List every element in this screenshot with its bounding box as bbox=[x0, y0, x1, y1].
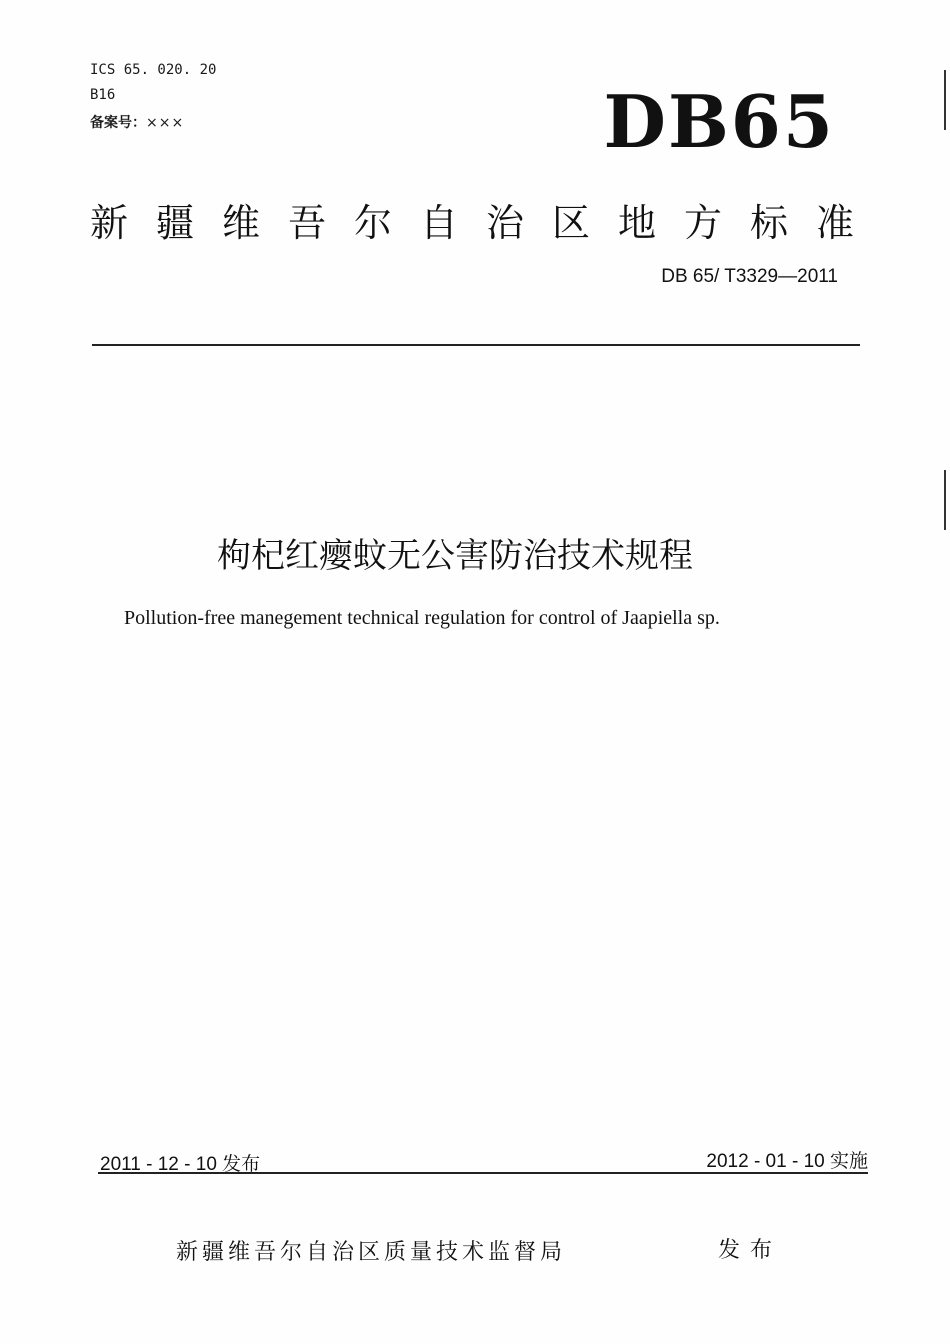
record-number bbox=[90, 112, 184, 132]
document-title-english: Pollution-free manegement technical regulation for control of Jaapiella sp. bbox=[124, 607, 720, 629]
document-title-chinese: 枸杞红瘿蚊无公害防治技术规程 bbox=[217, 536, 693, 576]
ccs-code: B16 bbox=[90, 87, 116, 103]
scan-edge-mark bbox=[944, 70, 946, 130]
issue-date: 2011 - 12 - 10 发布 bbox=[100, 1154, 261, 1175]
issuing-authority: 新疆维吾尔自治区质量技术监督局 bbox=[176, 1240, 567, 1265]
ics-code: ICS 65. 020. 20 bbox=[90, 62, 217, 78]
standard-number: DB 65/ T3329—2011 bbox=[661, 266, 838, 287]
record-number-label: 备案号： bbox=[90, 115, 146, 131]
standard-type-heading: 新疆维吾尔自治区地方标准 bbox=[90, 201, 883, 245]
scan-edge-mark bbox=[944, 470, 946, 530]
issue-action: 发布 bbox=[718, 1238, 783, 1263]
header-divider bbox=[92, 344, 860, 346]
footer-divider bbox=[98, 1172, 868, 1174]
implementation-date: 2012 - 01 - 10 实施 bbox=[706, 1151, 868, 1172]
record-number-value: ××× bbox=[146, 115, 185, 131]
standard-logo: DB65 bbox=[603, 79, 835, 164]
